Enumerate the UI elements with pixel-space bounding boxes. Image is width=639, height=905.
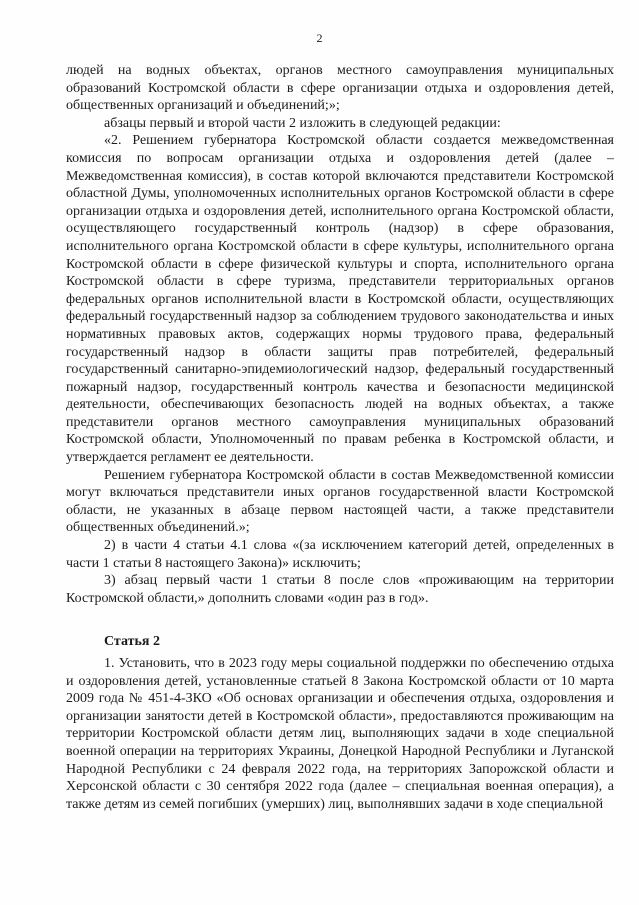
document-body bbox=[66, 62, 614, 813]
paragraph-continuation: людей на водных объектах, органов местного самоуправления муниципальных образований Костромской области в сфере организации отдыха и оздоровления детей, общественных организаций и объединений;»; bbox=[66, 63, 614, 114]
paragraph-commission: «2. Решением губернатора Костромской области создается межведомственная комиссия по вопросам организации отдыха и оздоровления детей (далее – Межведомственная комиссия), в состав которой включаются представители Костромской областной Думы, уполномоченных исполнительных органов Костромской области в сфере организации отдыха и оздоровления детей, исполнительного органа Костромской области, осуществляющего государственный контроль (надзор) в сфере образования, исполнительного органа Костромской области в сфере культуры, исполнительного органа Костромской области в сфере физической культуры и спорта, исполнительного органа Костромской области в сфере туризма, представители территориальных органов федеральных органов исполнительной власти в Костромской области, осуществляющих федеральный государственный надзор за соблюдением трудового законодательства и иных нормативных правовых актов, содержащих нормы трудового права, федеральный государственный надзор в области защиты прав потребителей, федеральный государственный санитарно-эпидемиологический надзор, федеральный государственный пожарный надзор, государственный контроль качества и безопасности медицинской деятельности, обеспечивающих безопасность людей на водных объектах, а также представители органов местного самоуправления муниципальных образований Костромской области, Уполномоченный по правам ребенка в Костромской области, и утверждается регламент ее деятельности. bbox=[66, 133, 614, 466]
article-heading: Статья 2 bbox=[104, 634, 160, 650]
paragraph-amendment-intro: абзацы первый и второй части 2 изложить в следующей редакции: bbox=[104, 115, 501, 131]
paragraph-item-2: 2) в части 4 статьи 4.1 слова «(за исключением категорий детей, определенных в части 1 статьи 8 настоящего Закона)» исключить; bbox=[66, 538, 614, 571]
paragraph-item-3: 3) абзац первый части 1 статьи 8 после слов «проживающим на территории Костромской области,» дополнить словами «один раз в год». bbox=[66, 573, 614, 606]
spacer bbox=[66, 607, 614, 633]
paragraph-commission-members: Решением губернатора Костромской области в состав Межведомственной комиссии могут включаться представители иных органов государственной власти Костромской области, не указанных в абзаце первом настоящей части, а также представители общественных объединений.»; bbox=[66, 467, 614, 536]
page-number: 2 bbox=[316, 31, 323, 45]
paragraph-article2-1: 1. Установить, что в 2023 году меры социальной поддержки по обеспечению отдыха и оздоровления детей, установленные статьей 8 Закона Костромской области от 10 марта 2009 года № 451-4-ЗКО «Об основах организации и обеспечения отдыха, оздоровления и организации занятости детей в Костромской области», предоставляются проживающим на территории Костромской области детям лиц, выполняющих задачи в ходе специальной военной операции на территориях Украины, Донецкой Народной Республики и Луганской Народной Республики с 24 февраля 2022 года, на территориях Запорожской области и Херсонской области с 30 сентября 2022 года (далее – специальная военная операция), а также детям из семей погибших (умерших) лиц, выполнявших задачи в ходе специальной bbox=[66, 656, 614, 812]
